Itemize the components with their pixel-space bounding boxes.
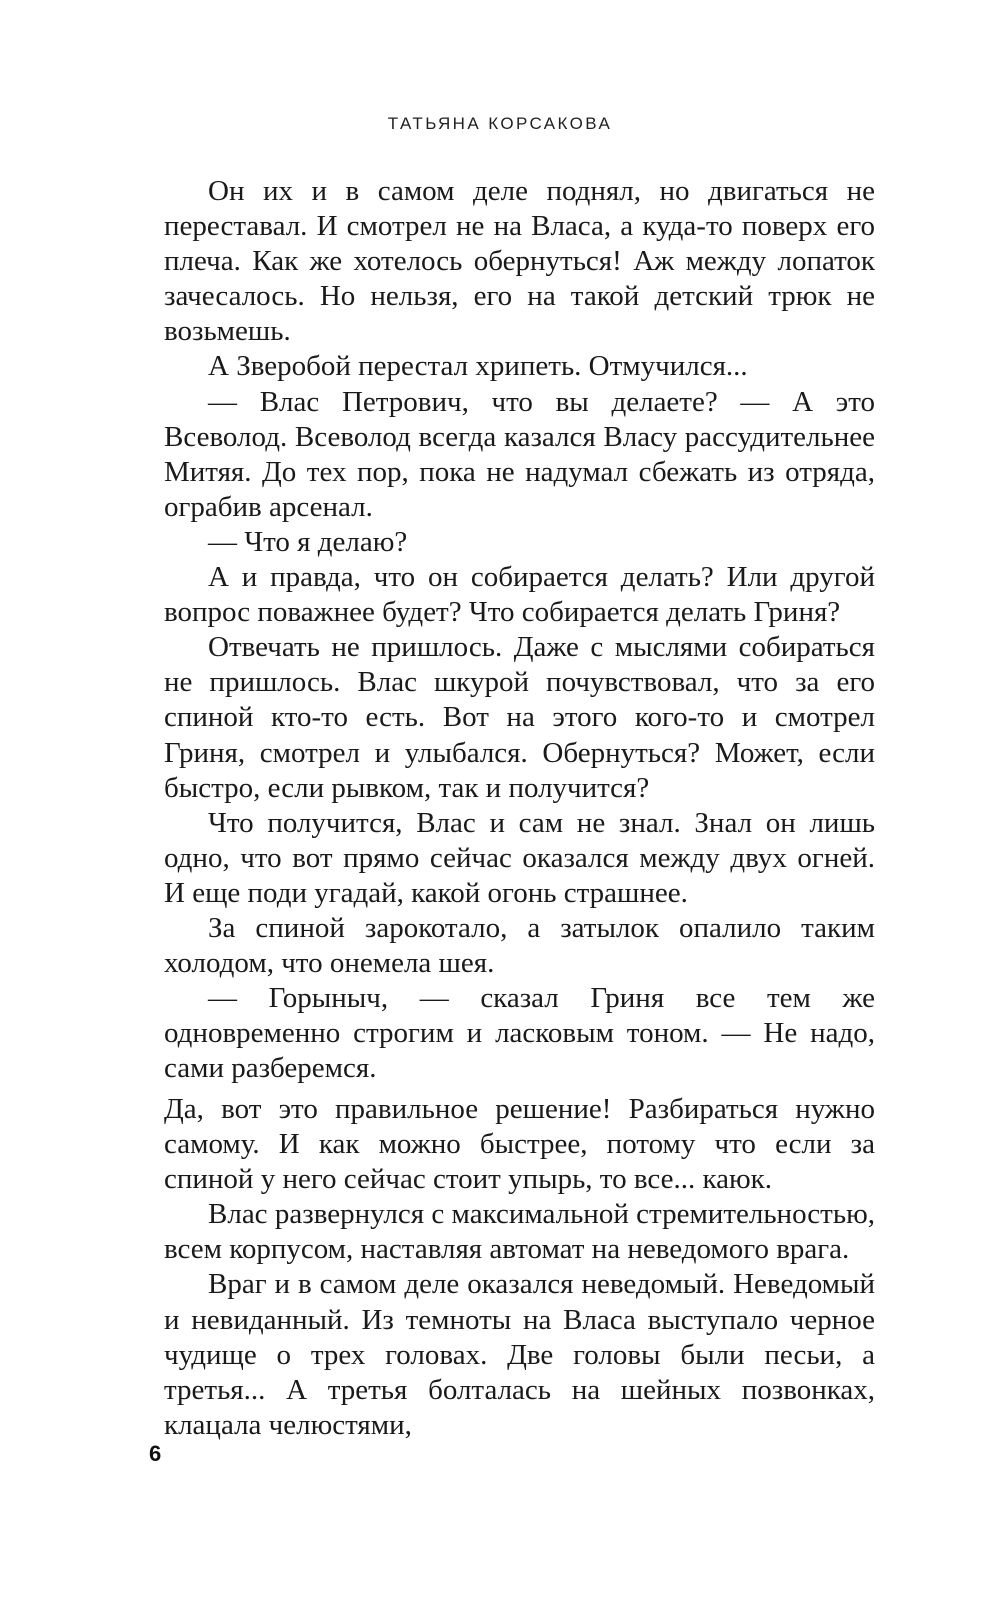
paragraph: — Влас Петрович, что вы делаете? — А это Всеволод. Всеволод всегда казался Власу рассудительнее Митяя. До тех пор, пока не надумал сбежать из отряда, ограбив арсенал. — [164, 385, 875, 523]
page-number: 6 — [149, 1441, 162, 1466]
paragraph: — Горыныч, — сказал Гриня все тем же одновременно строгим и ласковым тоном. — Не надо, сами разберемся. — [164, 982, 875, 1085]
paragraph: За спиной зарокотало, а затылок опалило таким холодом, что онемела шея. — [164, 911, 875, 980]
paragraph: — Что я делаю? — [208, 525, 408, 558]
paragraph: Влас развернулся с максимальной стремительностью, всем корпусом, наставляя автомат на неведомого врага. — [164, 1198, 875, 1266]
paragraph: А и правда, что он собирается делать? Или другой вопрос поважнее будет? Что собирается делать Гриня? — [164, 561, 875, 629]
paragraph: Он их и в самом деле поднял, но двигаться не переставал. И смотрел не на Власа, а куда-то поверх его плеча. Как же хотелось обернуться! Аж между лопаток зачесалось. Но нельзя, его на такой детский трюк не возьмешь. — [164, 175, 875, 348]
text-block-section-break — [164, 1092, 875, 1443]
text-block-main — [164, 174, 875, 1086]
paragraph: Враг и в самом деле оказался неведомый. Неведомый и невиданный. Из темноты на Власа выступало черное чудище о трех головах. Две головы были песьи, а третья... А третья болталась на шейных позвонках, клацала челюстями, — [164, 1268, 875, 1441]
paragraph: Что получится, Влас и сам не знал. Знал он лишь одно, что вот прямо сейчас оказался между двух огней. И еще поди угадай, какой огонь страшнее. — [164, 806, 875, 909]
paragraph-first: Да, вот это правильное решение! Разбираться нужно самому. И как можно быстрее, потому что если за спиной у него сейчас стоит упырь, то все... каюк. — [164, 1093, 875, 1196]
paragraph: А Зверобой перестал хрипеть. Отмучился... — [208, 350, 748, 383]
paragraph: Отвечать не пришлось. Даже с мыслями собираться не пришлось. Влас шкурой почувствовал, что за его спиной кто-то есть. Вот на этого кого-то и смотрел Гриня, смотрел и улыбался. Обернуться? Может, если быстро, если рывком, так и получится? — [164, 631, 875, 804]
running-head-title: ТАТЬЯНА КОРСАКОВА — [387, 114, 613, 133]
